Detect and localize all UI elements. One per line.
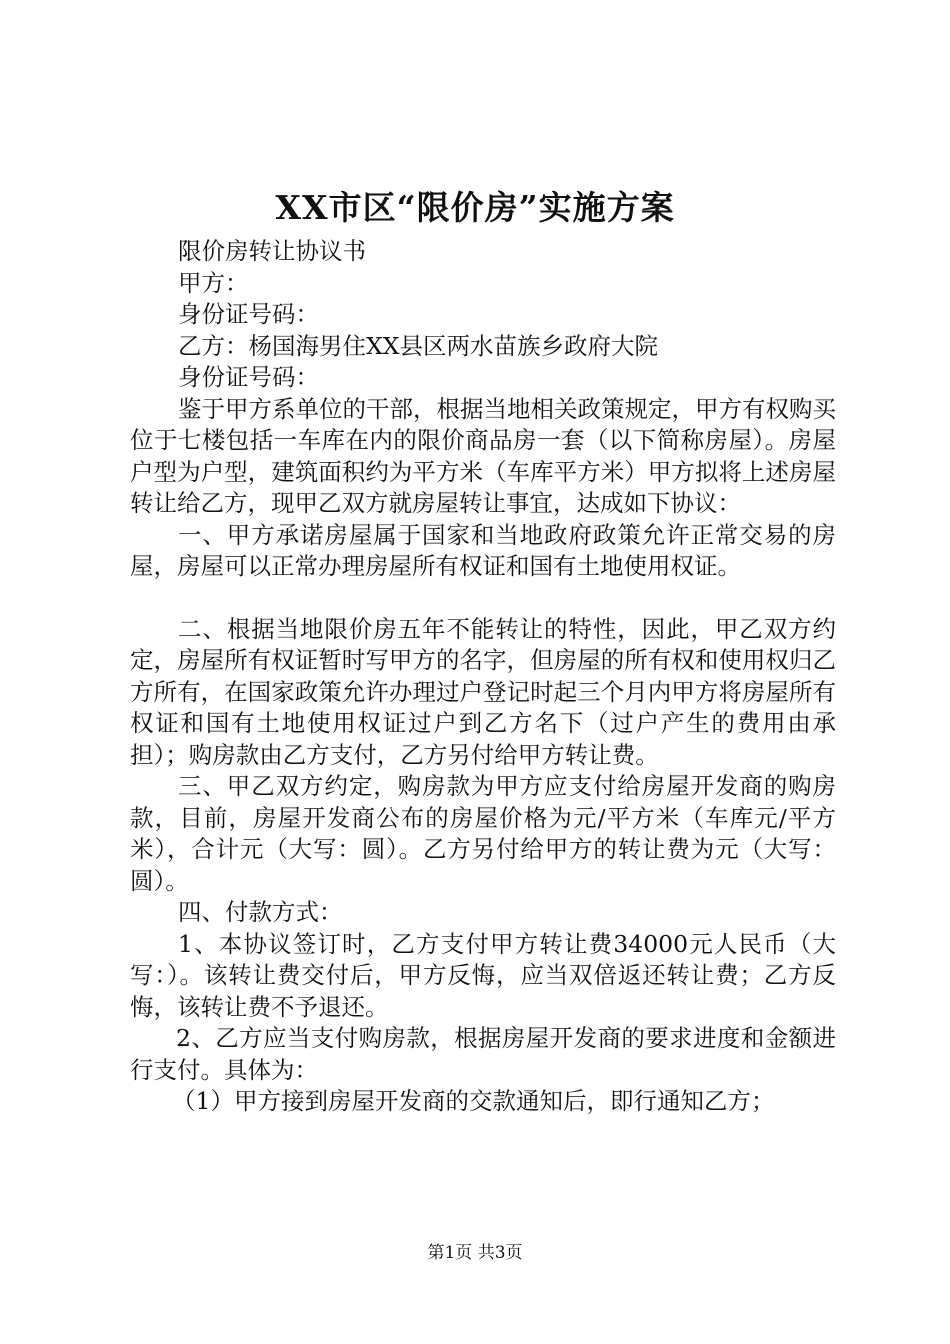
paragraph-clause-4: 四、付款方式： — [178, 898, 343, 926]
paragraph-payment-2-item-1: （1）甲方接到房屋开发商的交款通知后，即行通知乙方； — [172, 1087, 775, 1115]
paragraph-payment-2: 2、乙方应当支付购房款，根据房屋开发商的要求进度和金额进行支付。具体为： — [130, 1024, 836, 1084]
document-title: XX市区“限价房”实施方案 — [275, 188, 675, 227]
page-number: 第1页 共3页 — [427, 1243, 523, 1263]
paragraph-clause-1: 一、甲方承诺房屋属于国家和当地政府政策允许正常交易的房屋，房屋可以正常办理房屋所有权证和国有土地使用权证。 — [130, 520, 836, 580]
paragraph-agreement-heading: 限价房转让协议书 — [178, 237, 366, 265]
paragraph-party-a-id: 身份证号码： — [178, 300, 319, 328]
paragraph-payment-1: 1、本协议签订时，乙方支付甲方转让费34000元人民币（大写：）。该转让费交付后，甲方反悔，应当双倍返还转让费；乙方反悔，该转让费不予退还。 — [130, 929, 836, 1021]
paragraph-party-a: 甲方： — [178, 268, 249, 297]
paragraph-party-b-id: 身份证号码： — [178, 363, 319, 391]
document-body — [130, 236, 836, 1118]
paragraph-clause-2: 二、根据当地限价房五年不能转让的特性，因此，甲乙双方约定，房屋所有权证暂时写甲方的名字，但房屋的所有权和使用权归乙方所有，在国家政策允许办理过户登记时起三个月内甲方将房屋所有权证和国有土地使用权证过户到乙方名下（过户产生的费用由承担）；购房款由乙方支付，乙方另付给甲方转让费。 — [130, 614, 836, 769]
paragraph-preamble: 鉴于甲方系单位的干部，根据当地相关政策规定，甲方有权购买位于七楼包括一车库在内的限价商品房一套（以下简称房屋）。房屋户型为户型，建筑面积约为平方米（车库平方米）甲方拟将上述房屋转让给乙方，现甲乙双方就房屋转让事宜，达成如下协议： — [130, 394, 836, 517]
paragraph-party-b: 乙方：杨国海男住XX县区两水苗族乡政府大院 — [178, 331, 658, 360]
paragraph-clause-3: 三、甲乙双方约定，购房款为甲方应支付给房屋开发商的购房款，目前，房屋开发商公布的房屋价格为元/平方米（车库元/平方米），合计元（大写：圆）。乙方另付给甲方的转让费为元（大写：圆）。 — [130, 772, 836, 895]
